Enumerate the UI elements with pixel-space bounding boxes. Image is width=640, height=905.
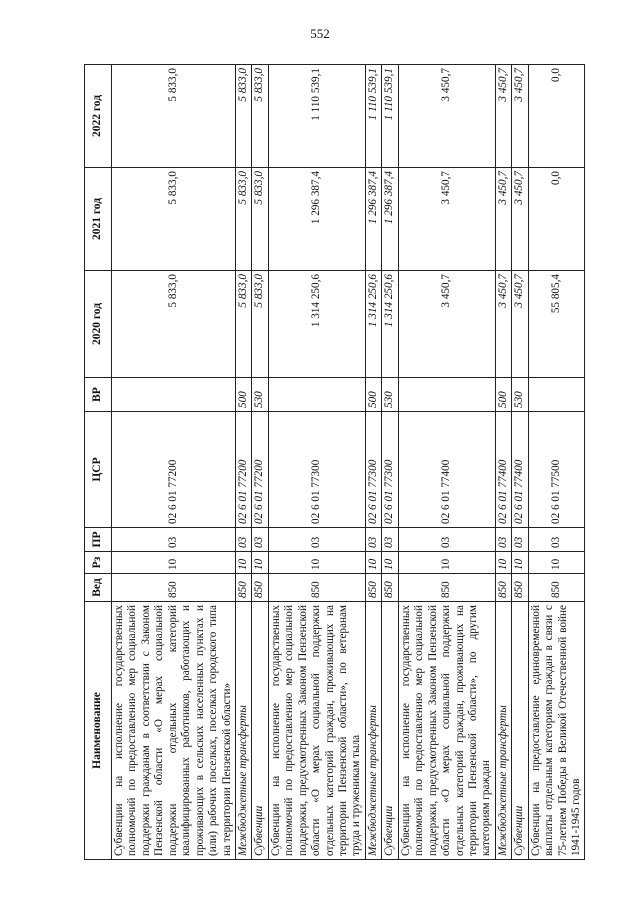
row-2020: 5 833,0 <box>252 271 268 378</box>
row-rz: 10 <box>365 552 381 574</box>
row-2021: 1 296 387,4 <box>365 168 381 271</box>
header-csr: ЦСР <box>85 412 112 528</box>
row-pr: 03 <box>268 528 365 552</box>
row-pr: 03 <box>235 528 251 552</box>
row-csr: 02 6 01 77400 <box>495 412 511 528</box>
header-2020: 2020 год <box>85 271 112 378</box>
row-2020: 1 314 250,6 <box>382 271 398 378</box>
row-vr: 530 <box>252 378 268 412</box>
row-2020: 1 314 250,6 <box>268 271 365 378</box>
row-pr: 03 <box>512 528 528 552</box>
row-pr: 03 <box>382 528 398 552</box>
row-2021: 3 450,7 <box>398 168 495 271</box>
table-row <box>528 65 585 860</box>
row-ved: 850 <box>382 574 398 602</box>
row-2022: 1 110 539,1 <box>268 65 365 168</box>
row-csr: 02 6 01 77300 <box>268 412 365 528</box>
table-row <box>398 65 495 860</box>
row-name: Субвенции <box>512 602 528 860</box>
row-name: Субвенции на исполнение государственных полномочий по предоставлению мер социальной поддержки, предусмотренных Законом Пензенской области «О мерах социальной поддержки отдельных категорий граждан, проживающих на территории Пензенской области», по другим категориям граждан <box>398 602 495 860</box>
row-rz: 10 <box>512 552 528 574</box>
row-ved: 850 <box>512 574 528 602</box>
row-csr: 02 6 01 77200 <box>112 412 236 528</box>
row-2022: 3 450,7 <box>495 65 511 168</box>
row-2021: 5 833,0 <box>252 168 268 271</box>
header-2021: 2021 год <box>85 168 112 271</box>
row-2020: 5 833,0 <box>235 271 251 378</box>
row-rz: 10 <box>268 552 365 574</box>
row-2022: 5 833,0 <box>235 65 251 168</box>
row-2021: 5 833,0 <box>112 168 236 271</box>
row-vr: 500 <box>495 378 511 412</box>
row-name: Межбюджетные трансферты <box>495 602 511 860</box>
row-2021: 5 833,0 <box>235 168 251 271</box>
row-pr: 03 <box>112 528 236 552</box>
row-rz: 10 <box>398 552 495 574</box>
row-vr <box>528 378 585 412</box>
row-vr: 530 <box>382 378 398 412</box>
rotated-budget-table <box>84 65 585 860</box>
row-csr: 02 6 01 77300 <box>365 412 381 528</box>
table-header-row <box>85 65 112 860</box>
page-number: 552 <box>310 26 330 41</box>
table-row <box>252 65 268 860</box>
row-vr <box>112 378 236 412</box>
row-ved: 850 <box>398 574 495 602</box>
row-2022: 1 110 539,1 <box>382 65 398 168</box>
table-row <box>512 65 528 860</box>
row-2020: 3 450,7 <box>495 271 511 378</box>
row-ved: 850 <box>235 574 251 602</box>
header-rz: Рз <box>85 552 112 574</box>
row-rz: 10 <box>495 552 511 574</box>
row-2021: 3 450,7 <box>495 168 511 271</box>
row-csr: 02 6 01 77300 <box>382 412 398 528</box>
header-2022: 2022 год <box>85 65 112 168</box>
header-name: Наименование <box>85 602 112 860</box>
table-row <box>235 65 251 860</box>
row-rz: 10 <box>528 552 585 574</box>
row-2022: 3 450,7 <box>398 65 495 168</box>
row-2022: 3 450,7 <box>512 65 528 168</box>
row-2020: 1 314 250,6 <box>365 271 381 378</box>
row-pr: 03 <box>252 528 268 552</box>
row-csr: 02 6 01 77200 <box>235 412 251 528</box>
table-row <box>495 65 511 860</box>
row-vr: 500 <box>365 378 381 412</box>
row-ved: 850 <box>495 574 511 602</box>
row-pr: 03 <box>495 528 511 552</box>
row-2021: 1 296 387,4 <box>268 168 365 271</box>
table-row <box>268 65 365 860</box>
row-2021: 1 296 387,4 <box>382 168 398 271</box>
table-body <box>112 65 585 860</box>
row-2020: 55 805,4 <box>528 271 585 378</box>
row-ved: 850 <box>252 574 268 602</box>
row-2022: 5 833,0 <box>112 65 236 168</box>
table-row <box>365 65 381 860</box>
row-name: Межбюджетные трансферты <box>235 602 251 860</box>
row-ved: 850 <box>268 574 365 602</box>
table-row <box>382 65 398 860</box>
row-2021: 0,0 <box>528 168 585 271</box>
row-2020: 5 833,0 <box>112 271 236 378</box>
row-pr: 03 <box>365 528 381 552</box>
row-rz: 10 <box>112 552 236 574</box>
row-csr: 02 6 01 77400 <box>398 412 495 528</box>
row-name: Субвенции на предоставление единовременной выплаты отдельным категориям граждан в связи с 75-летием Победы в Великой Отечественной войне 1941-1945 годов <box>528 602 585 860</box>
row-csr: 02 6 01 77400 <box>512 412 528 528</box>
row-2021: 3 450,7 <box>512 168 528 271</box>
row-name: Субвенции <box>252 602 268 860</box>
row-rz: 10 <box>252 552 268 574</box>
row-vr <box>398 378 495 412</box>
row-2022: 0,0 <box>528 65 585 168</box>
header-vr: ВР <box>85 378 112 412</box>
header-ved: Вед <box>85 574 112 602</box>
row-name: Межбюджетные трансферты <box>365 602 381 860</box>
row-rz: 10 <box>235 552 251 574</box>
header-pr: ПР <box>85 528 112 552</box>
row-2020: 3 450,7 <box>512 271 528 378</box>
table-row <box>112 65 236 860</box>
row-name: Субвенции на исполнение государственных полномочий по предоставлению мер социальной поддержки гражданам в соответствии с Законом Пензенской области «О мерах социальной поддержки отдельных категорий квалифицированных работников, работающих и проживающих в сельских населенных пунктах и (или) рабочих поселках, поселках городского типа на территории Пензенской области» <box>112 602 236 860</box>
row-2022: 1 110 539,1 <box>365 65 381 168</box>
row-name: Субвенции <box>382 602 398 860</box>
row-rz: 10 <box>382 552 398 574</box>
row-vr: 530 <box>512 378 528 412</box>
row-name: Субвенции на исполнение государственных полномочий по предоставлению мер социальной поддержки, предусмотренных Законом Пензенской области «О мерах социальной поддержки отдельных категорий граждан, проживающих на территории Пензенской области», по ветеранам труда и труженикам тыла <box>268 602 365 860</box>
row-pr: 03 <box>398 528 495 552</box>
row-2022: 5 833,0 <box>252 65 268 168</box>
row-ved: 850 <box>112 574 236 602</box>
row-ved: 850 <box>365 574 381 602</box>
row-pr: 03 <box>528 528 585 552</box>
row-csr: 02 6 01 77500 <box>528 412 585 528</box>
row-2020: 3 450,7 <box>398 271 495 378</box>
row-ved: 850 <box>528 574 585 602</box>
row-vr: 500 <box>235 378 251 412</box>
budget-table <box>84 64 585 860</box>
row-csr: 02 6 01 77200 <box>252 412 268 528</box>
row-vr <box>268 378 365 412</box>
